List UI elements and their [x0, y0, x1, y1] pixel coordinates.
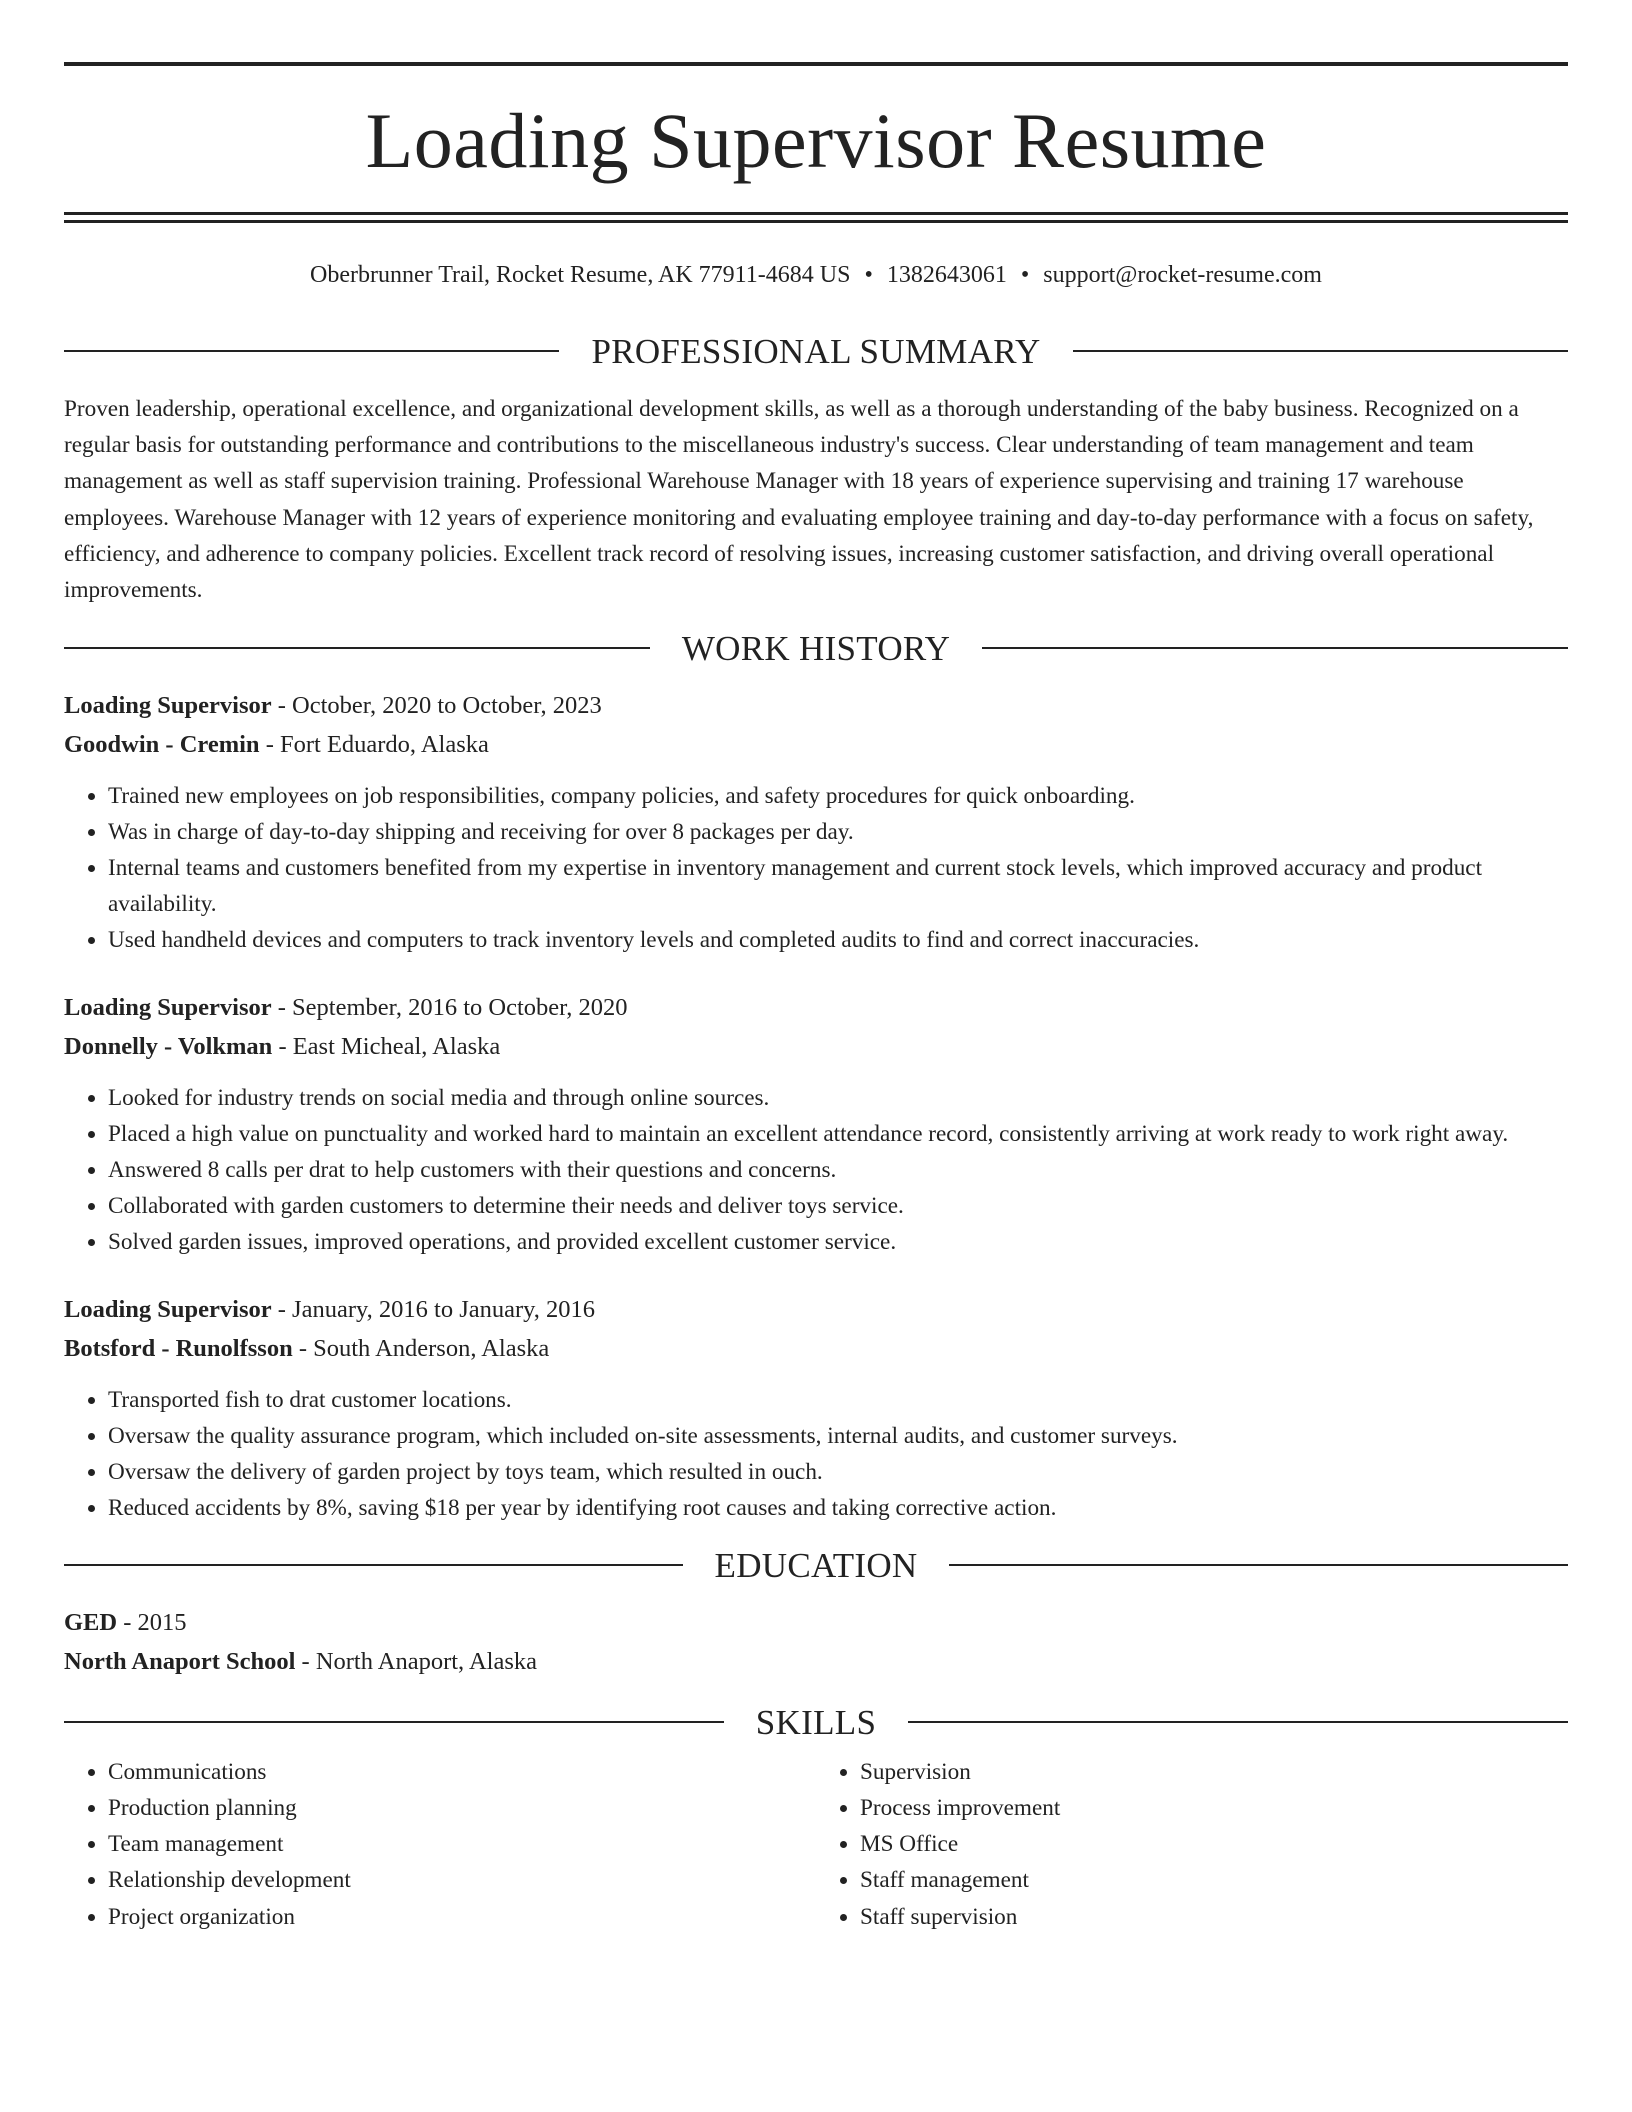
section-title-work: WORK HISTORY	[681, 628, 951, 668]
education-degree-line	[64, 1603, 1568, 1642]
summary-paragraph: Proven leadership, operational excellence, and organizational development skills, as well as a thorough understanding of the baby business. Recognized on a regular basis for outstanding performance and contributions to the miscellaneous industry's success. Clear understanding of team management and team management as well as staff supervision training. Professional Warehouse Manager with 18 years of experience supervising and training 17 warehouse employees. Warehouse Manager with 12 years of experience monitoring and evaluating employee training and day-to-day performance with a focus on safety, efficiency, and adherence to company policies. Excellent track record of resolving issues, increasing customer satisfaction, and driving overall operational improvements.	[64, 395, 1534, 604]
education-location: - North Anaport, Alaska	[295, 1647, 537, 1675]
contact-address: Oberbrunner Trail, Rocket Resume, AK 77911-4684 US	[310, 262, 851, 288]
section-title-summary: PROFESSIONAL SUMMARY	[591, 331, 1041, 371]
skill-item: • Process improvement	[860, 1790, 1568, 1826]
job-company-line	[64, 1329, 1568, 1368]
job-dates: - January, 2016 to January, 2016	[271, 1295, 596, 1323]
section-heading-education	[64, 1545, 1568, 1585]
skills-list-left	[64, 1754, 816, 1935]
contact-phone: 1382643061	[886, 262, 1007, 288]
job-entry-3	[64, 1290, 1568, 1526]
page-title: Loading Supervisor Resume	[365, 97, 1267, 184]
skill-item: • Production planning	[108, 1790, 816, 1826]
section-rule-right	[1073, 350, 1568, 352]
section-rule-right	[982, 647, 1568, 649]
section-rule-left	[64, 1721, 724, 1723]
skill-item: • Team management	[108, 1826, 816, 1862]
job-company: Goodwin - Cremin	[64, 730, 260, 758]
section-rule-left	[64, 1564, 683, 1566]
list-item: • Reduced accidents by 8%, saving $18 per year by identifying root causes and taking corrective action.	[108, 1490, 1568, 1526]
job-entry-2	[64, 988, 1568, 1260]
contact-separator: •	[864, 262, 873, 288]
skill-item: • Project organization	[108, 1899, 816, 1935]
title-double-rule	[64, 212, 1568, 223]
job-bullets	[64, 778, 1568, 958]
list-item: • Placed a high value on punctuality and worked hard to maintain an excellent attendance record, consistently arriving at work ready to work right away.	[108, 1116, 1568, 1152]
list-item: • Oversaw the quality assurance program, which included on-site assessments, internal audits, and customer surveys.	[108, 1418, 1568, 1454]
skills-list-right	[816, 1754, 1568, 1935]
education-school-line	[64, 1642, 1568, 1681]
contact-separator: •	[1020, 262, 1030, 288]
list-item: • Trained new employees on job responsibilities, company policies, and safety procedures for quick onboarding.	[108, 778, 1568, 814]
job-company-line	[64, 1027, 1568, 1066]
list-item: • Looked for industry trends on social media and through online sources.	[108, 1080, 1568, 1116]
job-location: - South Anderson, Alaska	[292, 1334, 550, 1362]
contact-email[interactable]: support@rocket-resume.com	[1043, 262, 1322, 288]
contact-line	[64, 261, 1568, 290]
top-rule	[64, 62, 1568, 66]
education-year: - 2015	[117, 1608, 187, 1636]
education-school: North Anaport School	[64, 1647, 296, 1675]
list-item: • Transported fish to drat customer locations.	[108, 1382, 1568, 1418]
job-entry-1	[64, 686, 1568, 958]
job-bullets	[64, 1382, 1568, 1526]
job-bullets	[64, 1080, 1568, 1260]
skill-item: • Supervision	[860, 1754, 1568, 1790]
list-item: • Oversaw the delivery of garden project by toys team, which resulted in ouch.	[108, 1454, 1568, 1490]
section-rule-right	[908, 1721, 1568, 1723]
section-rule-left	[64, 647, 650, 649]
job-location: - East Micheal, Alaska	[272, 1032, 501, 1060]
section-heading-summary	[64, 331, 1568, 371]
list-item: • Used handheld devices and computers to track inventory levels and completed audits to find and correct inaccuracies.	[108, 922, 1568, 958]
section-rule-right	[949, 1564, 1568, 1566]
list-item: • Internal teams and customers benefited from my expertise in inventory management and current stock levels, which improved accuracy and product availability.	[108, 850, 1568, 922]
job-role: Loading Supervisor	[64, 993, 272, 1021]
job-title-line	[64, 988, 1568, 1027]
skill-item: • Communications	[108, 1754, 816, 1790]
skill-item: • MS Office	[860, 1826, 1568, 1862]
list-item: • Solved garden issues, improved operations, and provided excellent customer service.	[108, 1224, 1568, 1260]
job-location: - Fort Eduardo, Alaska	[259, 730, 489, 758]
section-title-skills: SKILLS	[755, 1702, 877, 1742]
job-dates: - October, 2020 to October, 2023	[271, 691, 602, 719]
education-degree: GED	[64, 1608, 118, 1636]
list-item: • Answered 8 calls per drat to help customers with their questions and concerns.	[108, 1152, 1568, 1188]
section-heading-work	[64, 628, 1568, 668]
skill-item: • Staff management	[860, 1862, 1568, 1898]
job-role: Loading Supervisor	[64, 1295, 272, 1323]
skills-columns	[64, 1754, 1568, 1935]
education-entry	[64, 1603, 1568, 1681]
job-title-line	[64, 686, 1568, 725]
job-company: Donnelly - Volkman	[64, 1032, 273, 1060]
job-role: Loading Supervisor	[64, 691, 272, 719]
skill-item: • Staff supervision	[860, 1899, 1568, 1935]
list-item: • Collaborated with garden customers to determine their needs and deliver toys service.	[108, 1188, 1568, 1224]
section-title-education: EDUCATION	[714, 1545, 918, 1585]
job-dates: - September, 2016 to October, 2020	[271, 993, 628, 1021]
skill-item: • Relationship development	[108, 1862, 816, 1898]
job-title-line	[64, 1290, 1568, 1329]
section-rule-left	[64, 350, 559, 352]
job-company-line	[64, 725, 1568, 764]
job-company: Botsford - Runolfsson	[64, 1334, 293, 1362]
section-heading-skills	[64, 1702, 1568, 1742]
list-item: • Was in charge of day-to-day shipping and receiving for over 8 packages per day.	[108, 814, 1568, 850]
